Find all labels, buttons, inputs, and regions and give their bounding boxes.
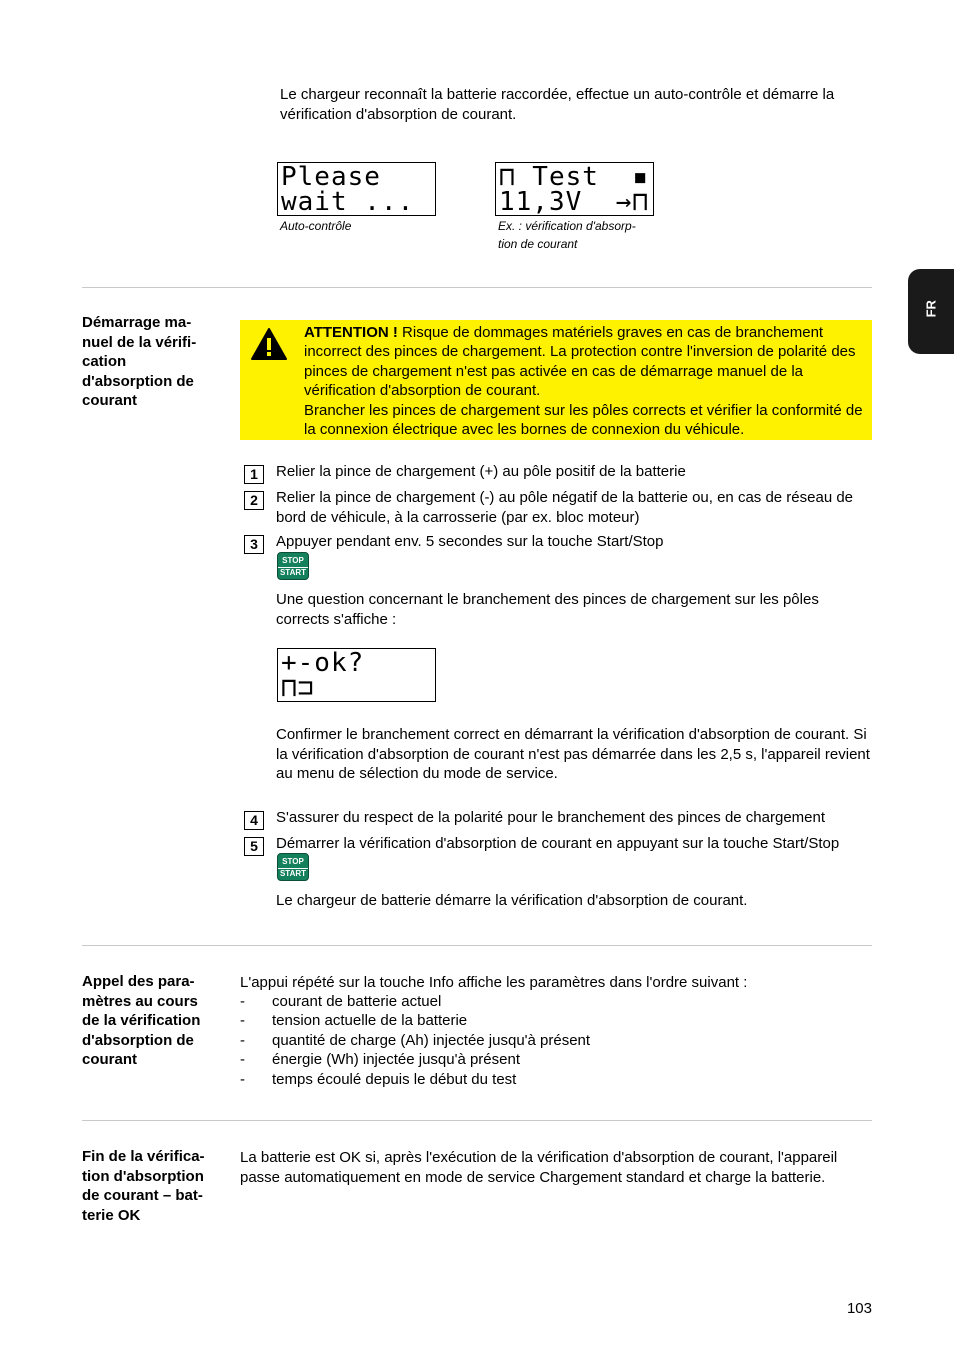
step-number: 3: [244, 535, 264, 554]
list-dash: -: [240, 1051, 245, 1069]
list-item-text: énergie (Wh) injectée jusqu'à présent: [272, 1051, 520, 1069]
list-dash: -: [240, 993, 245, 1010]
button-label-top: STOP: [282, 556, 304, 565]
lcd-display-polarity-question: [277, 648, 436, 702]
divider: [82, 287, 872, 288]
warning-icon: [250, 327, 288, 361]
divider: [82, 1120, 872, 1121]
language-tab-label: FR: [923, 300, 939, 318]
section-intro: L'appui répété sur la touche Info affiche les paramètres dans l'ordre suivant :: [240, 974, 748, 991]
warning-body: Risque de dommages matériels graves en cas de branchement incorrect des pinces de chargement. La protection contre l'inversion de polarité des pinces de chargement n'est pas activée en cas de démarrage manuel de la vérification d'absorption de courant.: [304, 324, 856, 400]
warning-text: [304, 323, 872, 439]
final-paragraph: Le chargeur de batterie démarre la vérification d'absorption de courant.: [276, 892, 748, 909]
step-text: Appuyer pendant env. 5 secondes sur la touche Start/Stop: [276, 533, 664, 550]
lcd-line-2: wait ...: [281, 187, 415, 217]
lcd-line-1: +-ok?: [281, 648, 365, 678]
step-number: 5: [244, 837, 264, 856]
list-item-text: courant de batterie actuel: [272, 993, 442, 1010]
button-label-bottom: START: [279, 869, 307, 878]
page-number: 103: [846, 1300, 872, 1317]
language-tab: [908, 269, 954, 354]
lcd-caption-line-2: tion de courant: [498, 237, 578, 251]
confirm-paragraph: Confirmer le branchement correct en démarrant la vérification d'absorption de courant. Si la vérification d'absorption de courant n'est pas démarrée dans les 2,5 s, l'appareil revient au menu de sélection du mode de service.: [276, 726, 870, 782]
list-dash: -: [240, 1031, 245, 1049]
question-paragraph: Une question concernant le branchement des pinces de chargement sur les pôles corrects s'affiche :: [276, 591, 819, 628]
step-text: Relier la pince de chargement (+) au pôle positif de la batterie: [276, 463, 686, 480]
section-heading: Fin de la vérifica- tion d'absorption de courant – bat- terie OK: [82, 1148, 205, 1224]
list-dash: -: [240, 1012, 245, 1030]
step-text: Relier la pince de chargement (-) au pôle négatif de la batterie ou, en cas de réseau de bord de véhicule, à la carrosserie (par ex. bloc moteur): [276, 489, 854, 526]
lcd-line-2: 11,3V →⊓: [499, 187, 649, 217]
list-item-text: temps écoulé depuis le début du test: [272, 1070, 517, 1088]
section-heading: Démarrage ma- nuel de la vérifi- cation d'absorption de courant: [82, 314, 197, 409]
start-stop-button-icon: [277, 552, 309, 580]
lcd-line-1: Please: [281, 162, 381, 192]
warning-instruction: Brancher les pinces de chargement sur les pôles corrects et vérifier la conformité de la connexion électrique avec les bornes de connexion du véhicule.: [304, 401, 863, 439]
start-stop-button-icon: [277, 853, 309, 881]
list-item-text: quantité de charge (Ah) injectée jusqu'à présent: [272, 1031, 591, 1049]
lcd-display-self-check: [277, 162, 436, 216]
step-text: S'assurer du respect de la polarité pour le branchement des pinces de chargement: [276, 809, 826, 826]
step-text: Démarrer la vérification d'absorption de courant en appuyant sur la touche Start/Stop: [276, 835, 840, 852]
warning-title: ATTENTION !: [304, 324, 398, 341]
intro-paragraph: Le chargeur reconnaît la batterie raccordée, effectue un auto-contrôle et démarre la vérification d'absorption de courant.: [280, 86, 835, 123]
button-label-top: STOP: [282, 857, 304, 866]
section-heading: Appel des para- mètres au cours de la vérification d'absorption de courant: [82, 973, 201, 1068]
step-number: 2: [244, 491, 264, 510]
list-item-text: tension actuelle de la batterie: [272, 1012, 468, 1030]
list-dash: -: [240, 1070, 245, 1088]
warning-box: [240, 320, 872, 440]
lcd-caption: Auto-contrôle: [280, 219, 352, 233]
lcd-line-1: ⊓ Test ▪: [499, 162, 649, 192]
lcd-caption-line-1: Ex. : vérification d'absorp-: [498, 219, 636, 233]
lcd-display-test: [495, 162, 654, 216]
step-number: 4: [244, 811, 264, 830]
lcd-line-2: ⊓⊐: [281, 673, 315, 703]
step-number: 1: [244, 465, 264, 484]
divider: [82, 945, 872, 946]
button-label-bottom: START: [279, 568, 307, 577]
section-text: La batterie est OK si, après l'exécution de la vérification d'absorption de courant, l'appareil passe automatiquement en mode de service Chargement standard et charge la batterie.: [240, 1149, 838, 1186]
